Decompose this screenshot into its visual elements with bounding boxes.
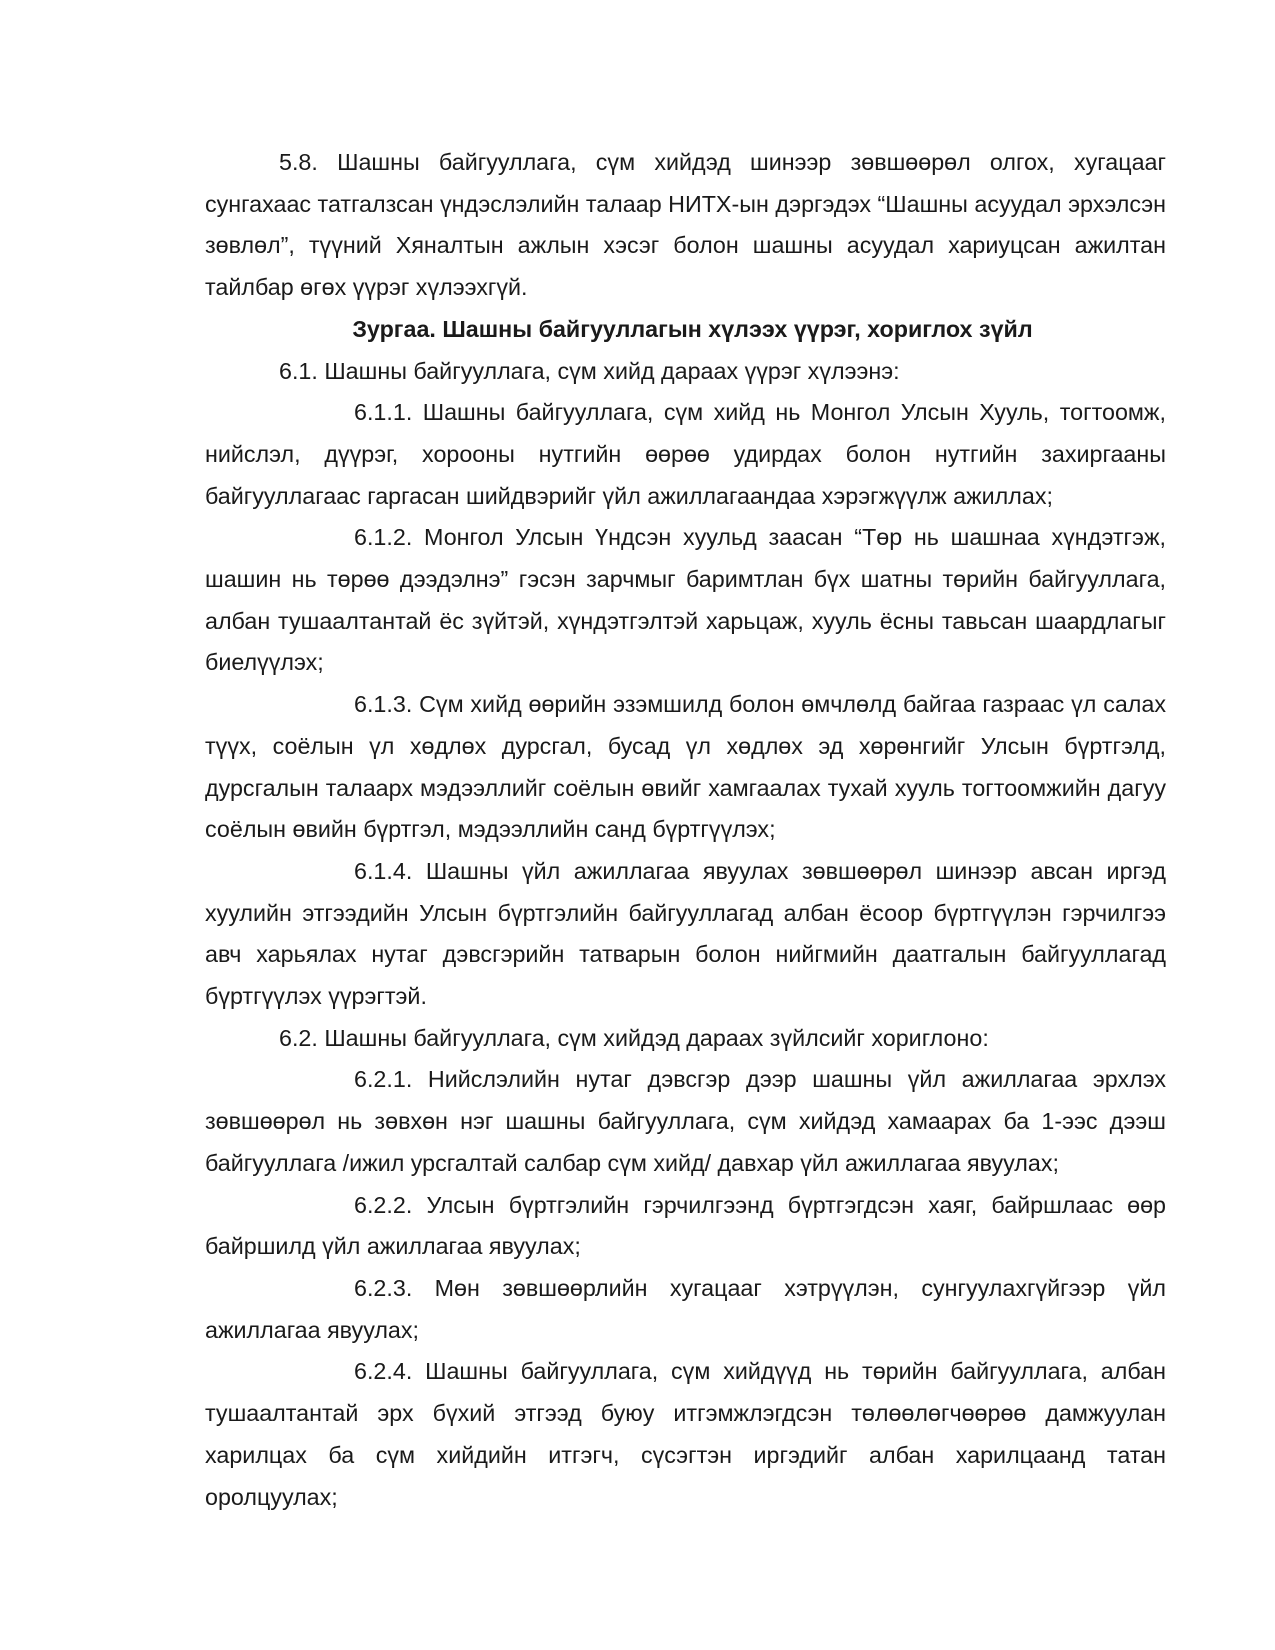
paragraph-6-1: 6.1. Шашны байгууллага, сүм хийд дараах үүрэг хүлээнэ: [279,357,900,384]
section-heading-6: Зургаа. Шашны байгууллагын хүлээх үүрэг, хориглох зүйл [352,315,1033,342]
paragraph-6-1-3: 6.1.3. Сүм хийд өөрийн эзэмшилд болон өмчлөлд байгаа газраас үл салах түүх, соёлын үл хөдлөх дурсгал, бусад үл хөдлөх эд хөрөнгийг Улсын бүртгэлд, дурсгалын талаарх мэдээллийг соёлын өвийг хамгаалах тухай хууль тогтоомжийн дагуу соёлын өвийн бүртгэл, мэдээллийн санд бүртгүүлэх; [205,691,1166,843]
paragraph-6-1-4: 6.1.4. Шашны үйл ажиллагаа явуулах зөвшөөрөл шинээр авсан иргэд хуулийн этгээдийн Улсын бүртгэлийн байгууллагад албан ёсоор бүртгүүлэн гэрчилгээ авч харьялах нутаг дэвсгэрийн татварын болон нийгмийн даатгалын байгууллагад бүртгүүлэх үүрэгтэй. [205,857,1166,1010]
paragraph-6-2-3: 6.2.3. Мөн зөвшөөрлийн хугацааг хэтрүүлэн, сунгуулахгүйгээр үйл ажиллагаа явуулах; [205,1274,1166,1343]
paragraph-6-1-2: 6.1.2. Монгол Улсын Үндсэн хуульд заасан “Төр нь шашнаа хүндэтгэж, шашин нь төрөө дээдэлнэ” гэсэн зарчмыг баримтлан бүх шатны төрийн байгууллага, албан тушаалтантай ёс зүйтэй, хүндэтгэлтэй харьцаж, хууль ёсны тавьсан шаардлагыг биелүүлэх; [205,524,1166,676]
paragraph-6-2: 6.2. Шашны байгууллага, сүм хийдэд дараах зүйлсийг хориглоно: [279,1024,989,1051]
paragraph-6-2-1: 6.2.1. Нийслэлийн нутаг дэвсгэр дээр шашны үйл ажиллагаа эрхлэх зөвшөөрөл нь зөвхөн нэг шашны байгууллага, сүм хийдэд хамаарах ба 1-ээс дээш байгууллага /ижил урсгалтай салбар сүм хийд/ давхар үйл ажиллагаа явуулах; [205,1066,1166,1176]
paragraph-5-8: 5.8. Шашны байгууллага, сүм хийдэд шинээр зөвшөөрөл олгох, хугацааг сунгахаас татгалзсан үндэслэлийн талаар НИТХ-ын дэргэдэх “Шашны асуудал эрхэлсэн зөвлөл”, түүний Хяналтын ажлын хэсэг болон шашны асуудал хариуцсан ажилтан тайлбар өгөх үүрэг хүлээхгүй. [205,149,1166,301]
paragraph-6-2-2: 6.2.2. Улсын бүртгэлийн гэрчилгээнд бүртгэгдсэн хаяг, байршлаас өөр байршилд үйл ажиллагаа явуулах; [205,1191,1166,1260]
paragraph-6-1-1: 6.1.1. Шашны байгууллага, сүм хийд нь Монгол Улсын Хууль, тогтоомж, нийслэл, дүүрэг, хорооны нутгийн өөрөө удирдах болон нутгийн захиргааны байгууллагаас гаргасан шийдвэрийг үйл ажиллагаандаа хэрэгжүүлж ажиллах; [205,399,1166,509]
paragraph-6-2-4: 6.2.4. Шашны байгууллага, сүм хийдүүд нь төрийн байгууллага, албан тушаалтантай эрх бүхий этгээд буюу итгэмжлэгдсэн төлөөлөгчөөрөө дамжуулан харилцах ба сүм хийдийн итгэгч, сүсэгтэн иргэдийг албан харилцаанд татан оролцуулах; [205,1358,1166,1510]
document-body [205,142,1166,1518]
